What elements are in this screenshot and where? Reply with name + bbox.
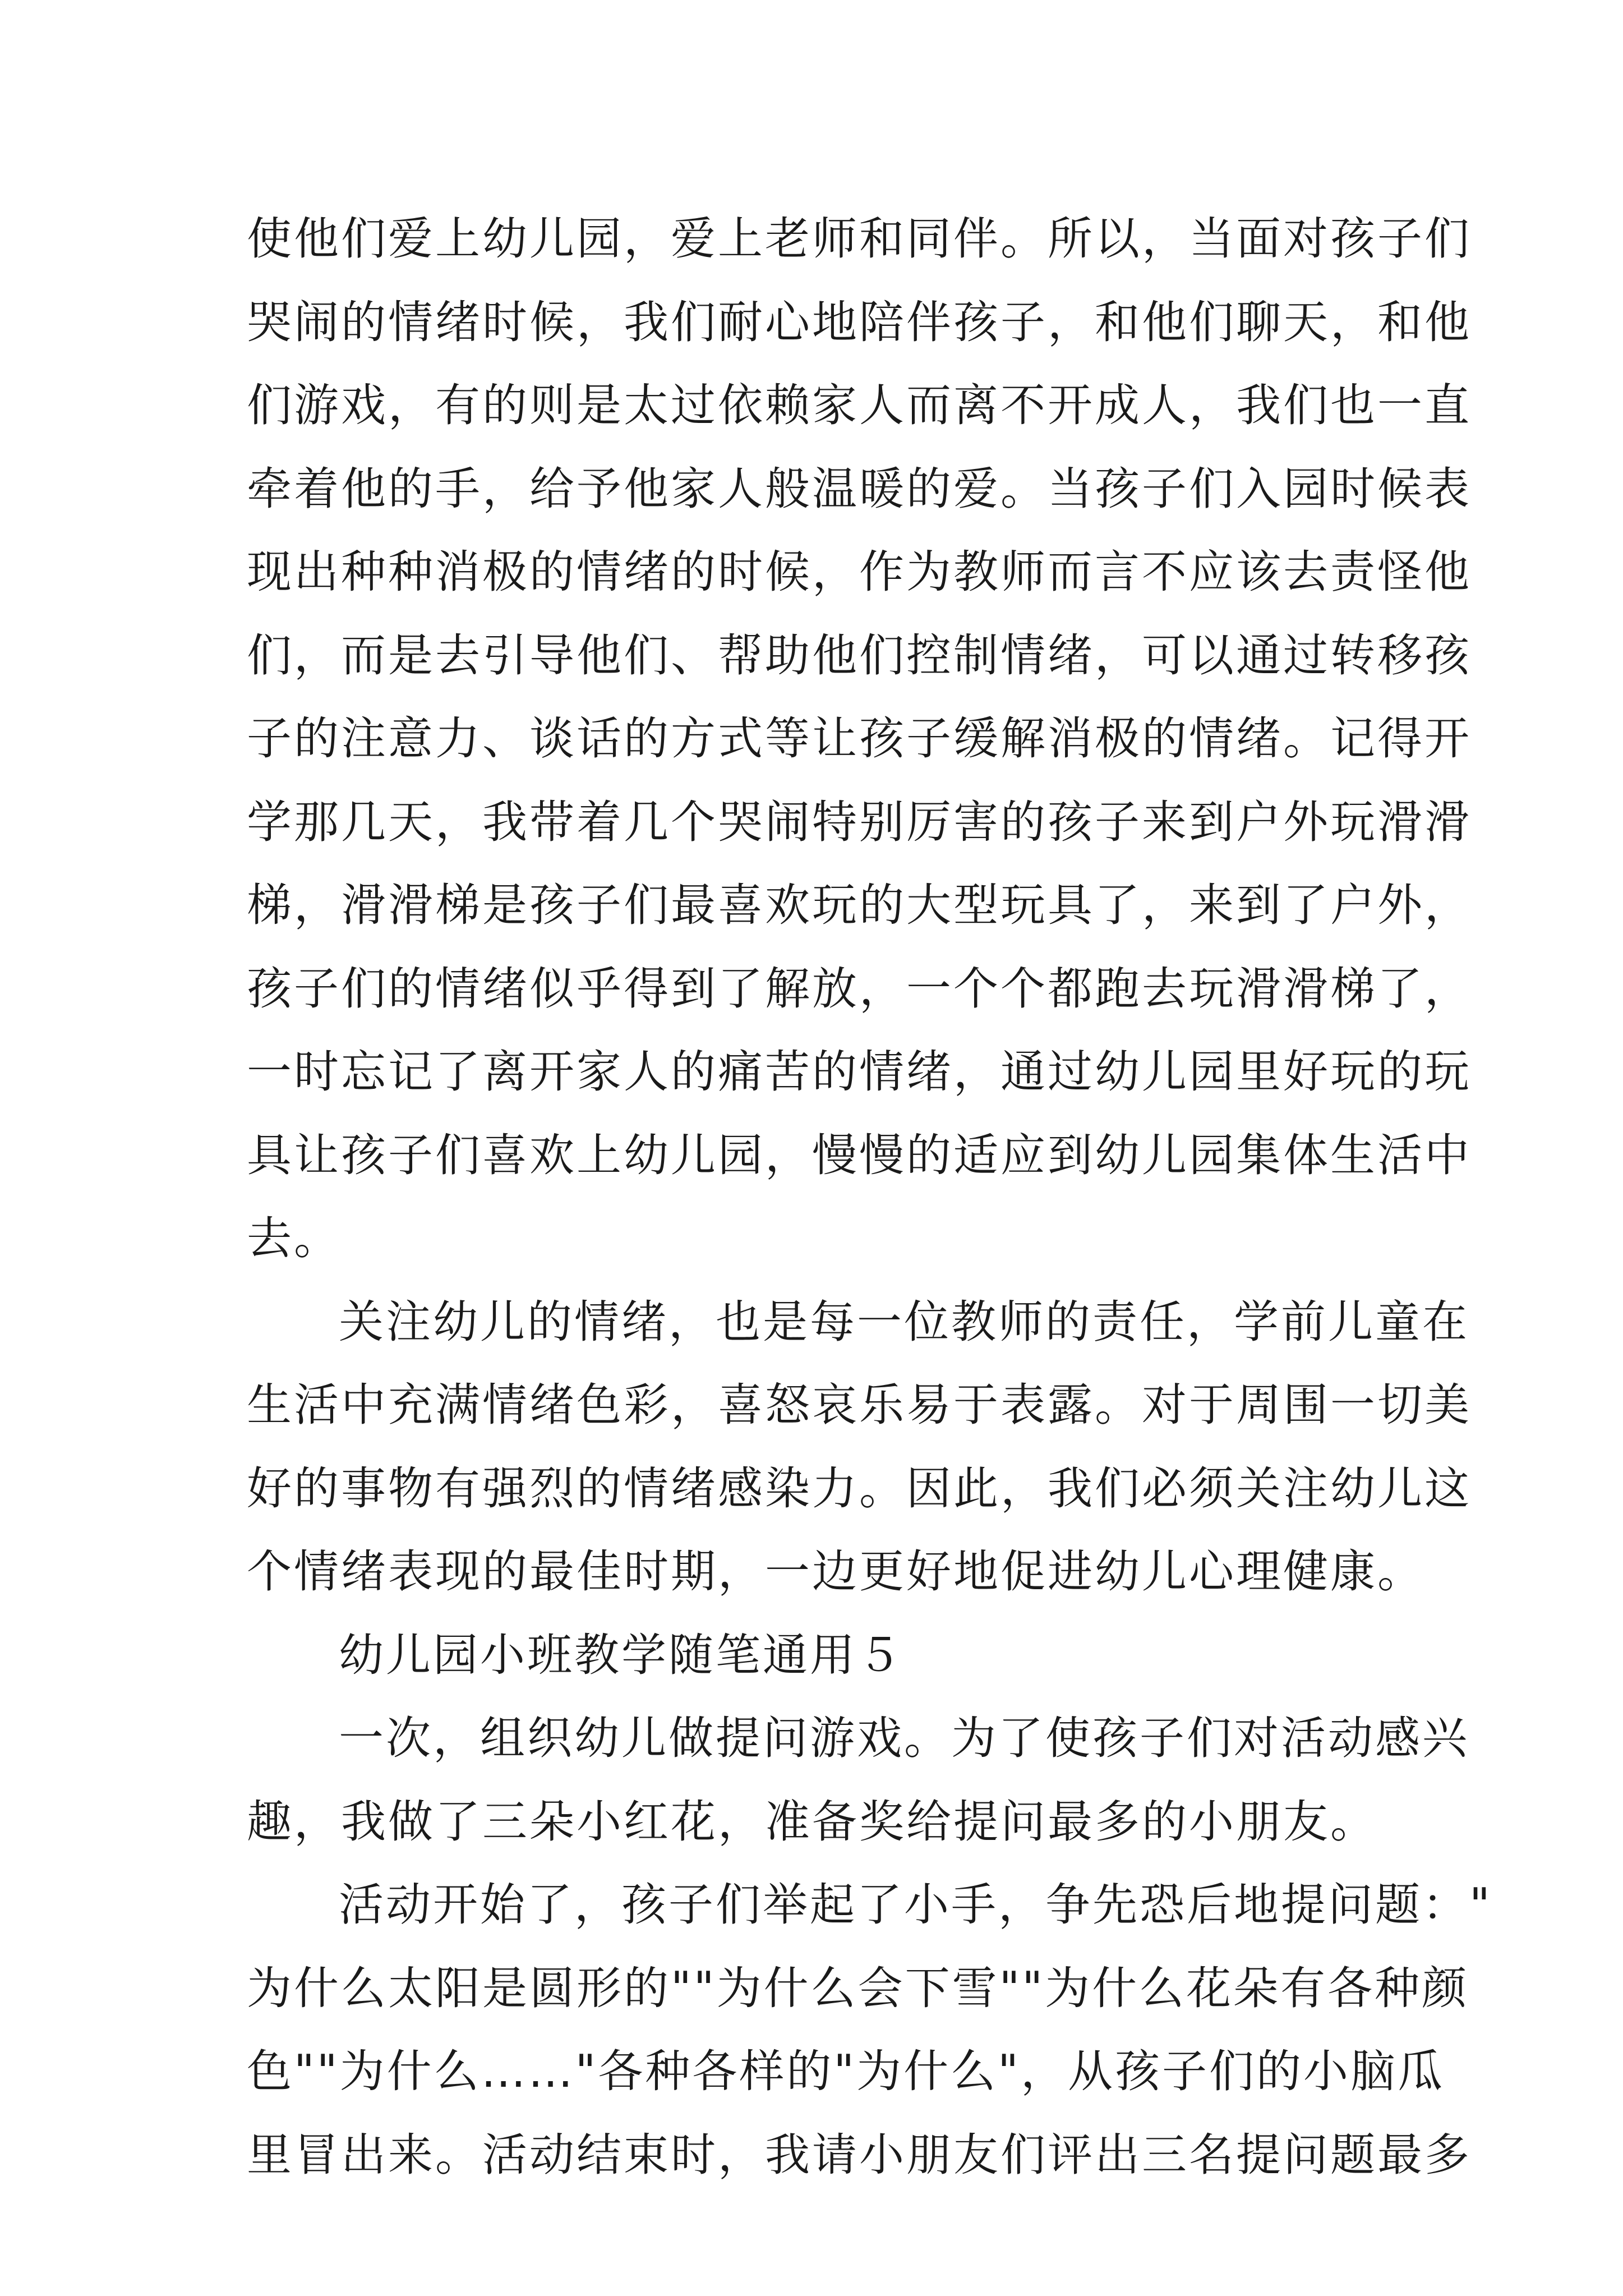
text-line: 们游戏，有的则是太过依赖家人而离不开成人，我们也一直	[247, 379, 1472, 431]
document-body	[247, 197, 1492, 2197]
heading-text: 幼儿园小班教学随笔通用５	[339, 1628, 904, 1681]
text-line: 哭闹的情绪时候，我们耐心地陪伴孩子，和他们聊天，和他	[247, 296, 1472, 348]
paragraph-2	[247, 1281, 1472, 1614]
text-line: 关注幼儿的情绪，也是每一位教师的责任，学前儿童在	[339, 1295, 1469, 1348]
text-line: 一时忘记了离开家人的痛苦的情绪，通过幼儿园里好玩的玩	[247, 1046, 1472, 1098]
text-line: 现出种种消极的情绪的时候，作为教师而言不应该去责怪他	[247, 546, 1472, 598]
text-line: 为什么太阳是圆形的""为什么会下雪""为什么花朵有各种颜	[247, 1962, 1469, 2014]
text-line: 具让孩子们喜欢上幼儿园，慢慢的适应到幼儿园集体生活中	[247, 1129, 1472, 1181]
text-line: 去。	[247, 1212, 341, 1264]
paragraph-1	[247, 197, 1472, 1281]
text-line: 个情绪表现的最佳时期，一边更好地促进幼儿心理健康。	[247, 1545, 1424, 1598]
text-line: 生活中充满情绪色彩，喜怒哀乐易于表露。对于周围一切美	[247, 1379, 1472, 1431]
text-line: 梯，滑滑梯是孩子们最喜欢玩的大型玩具了，来到了户外，	[247, 879, 1472, 931]
text-line: 趣，我做了三朵小红花，准备奖给提问最多的小朋友。	[247, 1795, 1377, 1848]
text-line: 牵着他的手，给予他家人般温暖的爱。当孩子们入园时候表	[247, 462, 1472, 515]
text-line: 好的事物有强烈的情绪感染力。因此，我们必须关注幼儿这	[247, 1462, 1472, 1515]
text-line: 学那几天，我带着几个哭闹特别厉害的孩子来到户外玩滑滑	[247, 795, 1472, 848]
text-line: 一次，组织幼儿做提问游戏。为了使孩子们对活动感兴	[339, 1712, 1469, 1764]
text-line: 孩子们的情绪似乎得到了解放，一个个都跑去玩滑滑梯了，	[247, 962, 1472, 1015]
text-line: 子的注意力、谈话的方式等让孩子缓解消极的情绪。记得开	[247, 712, 1472, 765]
text-line: 使他们爱上幼儿园，爱上老师和同伴。所以，当面对孩子们	[247, 213, 1472, 265]
text-line: 活动开始了，孩子们举起了小手，争先恐后地提问题："	[339, 1879, 1492, 1931]
paragraph-4	[247, 1864, 1492, 2197]
paragraph-3	[247, 1697, 1469, 1864]
section-heading	[247, 1614, 1391, 1697]
text-line: 色""为什么……"各种各样的"为什么"，从孩子们的小脑瓜	[247, 2045, 1445, 2097]
text-line: 们，而是去引导他们、帮助他们控制情绪，可以通过转移孩	[247, 629, 1472, 682]
text-line: 里冒出来。活动结束时，我请小朋友们评出三名提问题最多	[247, 2128, 1472, 2181]
